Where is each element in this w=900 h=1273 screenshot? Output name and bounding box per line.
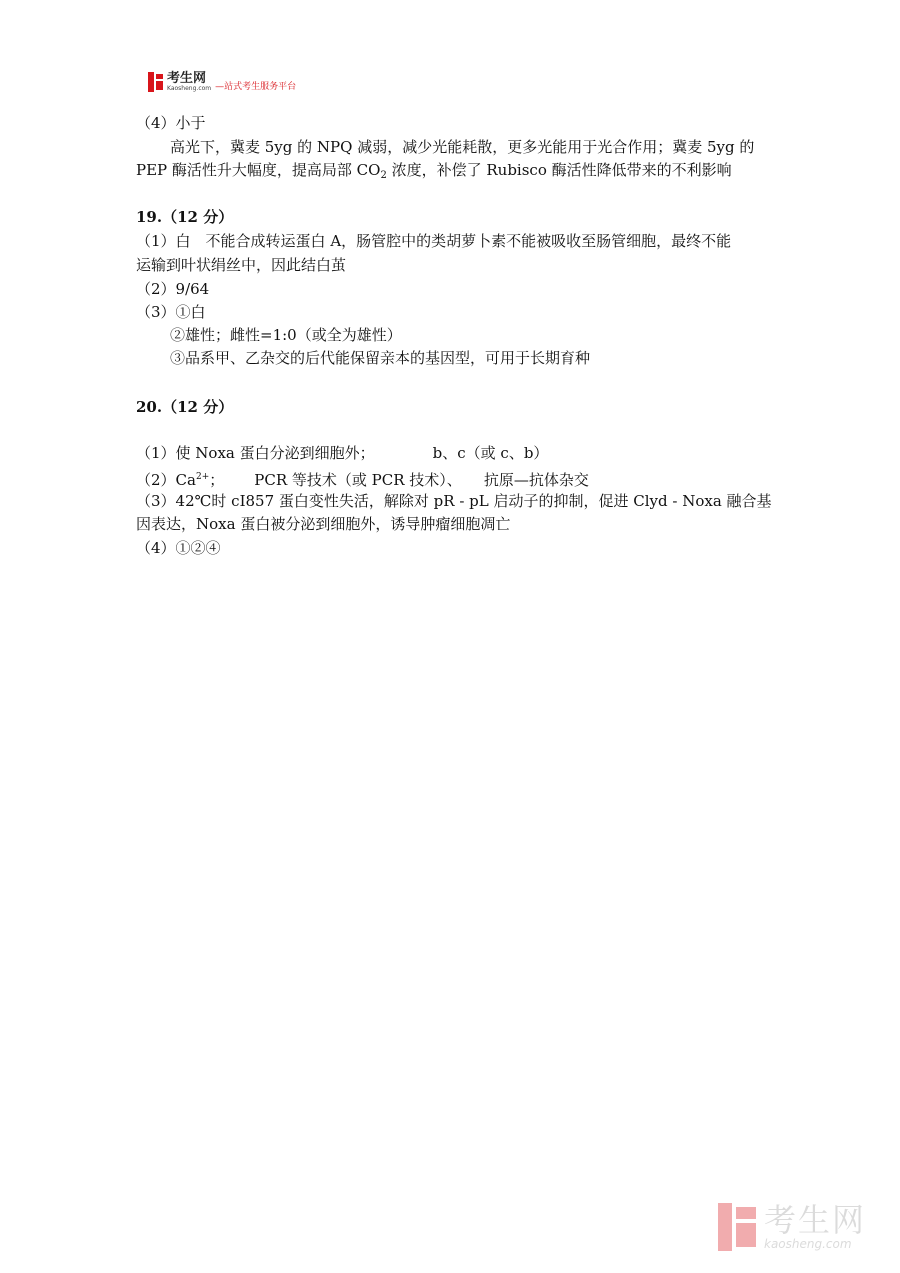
- answer-line: （1）白 不能合成转运蛋白 A，肠管腔中的类胡萝卜素不能被吸收至肠管细胞，最终不能: [136, 232, 732, 250]
- question-heading: 20.（12 分）: [136, 398, 234, 416]
- answer-line: （3）42℃时 cI857 蛋白变性失活，解除对 pR - pL 启动子的抑制，促进 Clyd - Noxa 融合基: [136, 492, 772, 510]
- answer-line: （1）使 Noxa 蛋白分泌到细胞外； b、c（或 c、b）: [136, 444, 549, 462]
- answer-line: ②雄性；雌性=1:0（或全为雄性）: [170, 326, 402, 344]
- logo-name: 考生网: [167, 71, 207, 86]
- site-logo: [148, 71, 296, 93]
- answer-line: （3）①白: [136, 303, 206, 321]
- answer-line: 运输到叶状绢丝中，因此结白茧: [136, 256, 347, 274]
- logo-domain: Kaosheng.com: [167, 85, 212, 92]
- watermark-name: 考生网: [764, 1201, 867, 1239]
- answer-line: 高光下，冀麦 5yg 的 NPQ 减弱，减少光能耗散，更多光能用于光合作用；冀麦 5yg 的: [170, 138, 755, 156]
- question-heading: 19.（12 分）: [136, 208, 234, 226]
- watermark-logo: [718, 1203, 866, 1251]
- answer-line: ③品系甲、乙杂交的后代能保留亲本的基因型，可用于长期育种: [170, 349, 591, 367]
- answer-line: （4）小于: [136, 114, 206, 132]
- logo-icon: [148, 72, 164, 92]
- answer-line: PEP 酶活性升大幅度，提高局部 $CO_2$ 浓度，补偿了 Rubisco 酶活性降低带来的不利影响: [136, 161, 732, 181]
- answer-line: 因表达，Noxa 蛋白被分泌到细胞外，诱导肿瘤细胞凋亡: [136, 515, 511, 533]
- answer-line: $(2)Ca^{2+}$； PCR 等技术（或 PCR 技术）、 抗原—抗体杂交: [136, 471, 589, 489]
- answer-line: （2）9/64: [136, 280, 210, 298]
- logo-slogan: —站式考生服务平台: [215, 81, 297, 92]
- watermark-icon: [718, 1203, 758, 1251]
- answer-line: （4）①②④: [136, 539, 221, 557]
- watermark-domain: kaosheng.com: [764, 1237, 852, 1251]
